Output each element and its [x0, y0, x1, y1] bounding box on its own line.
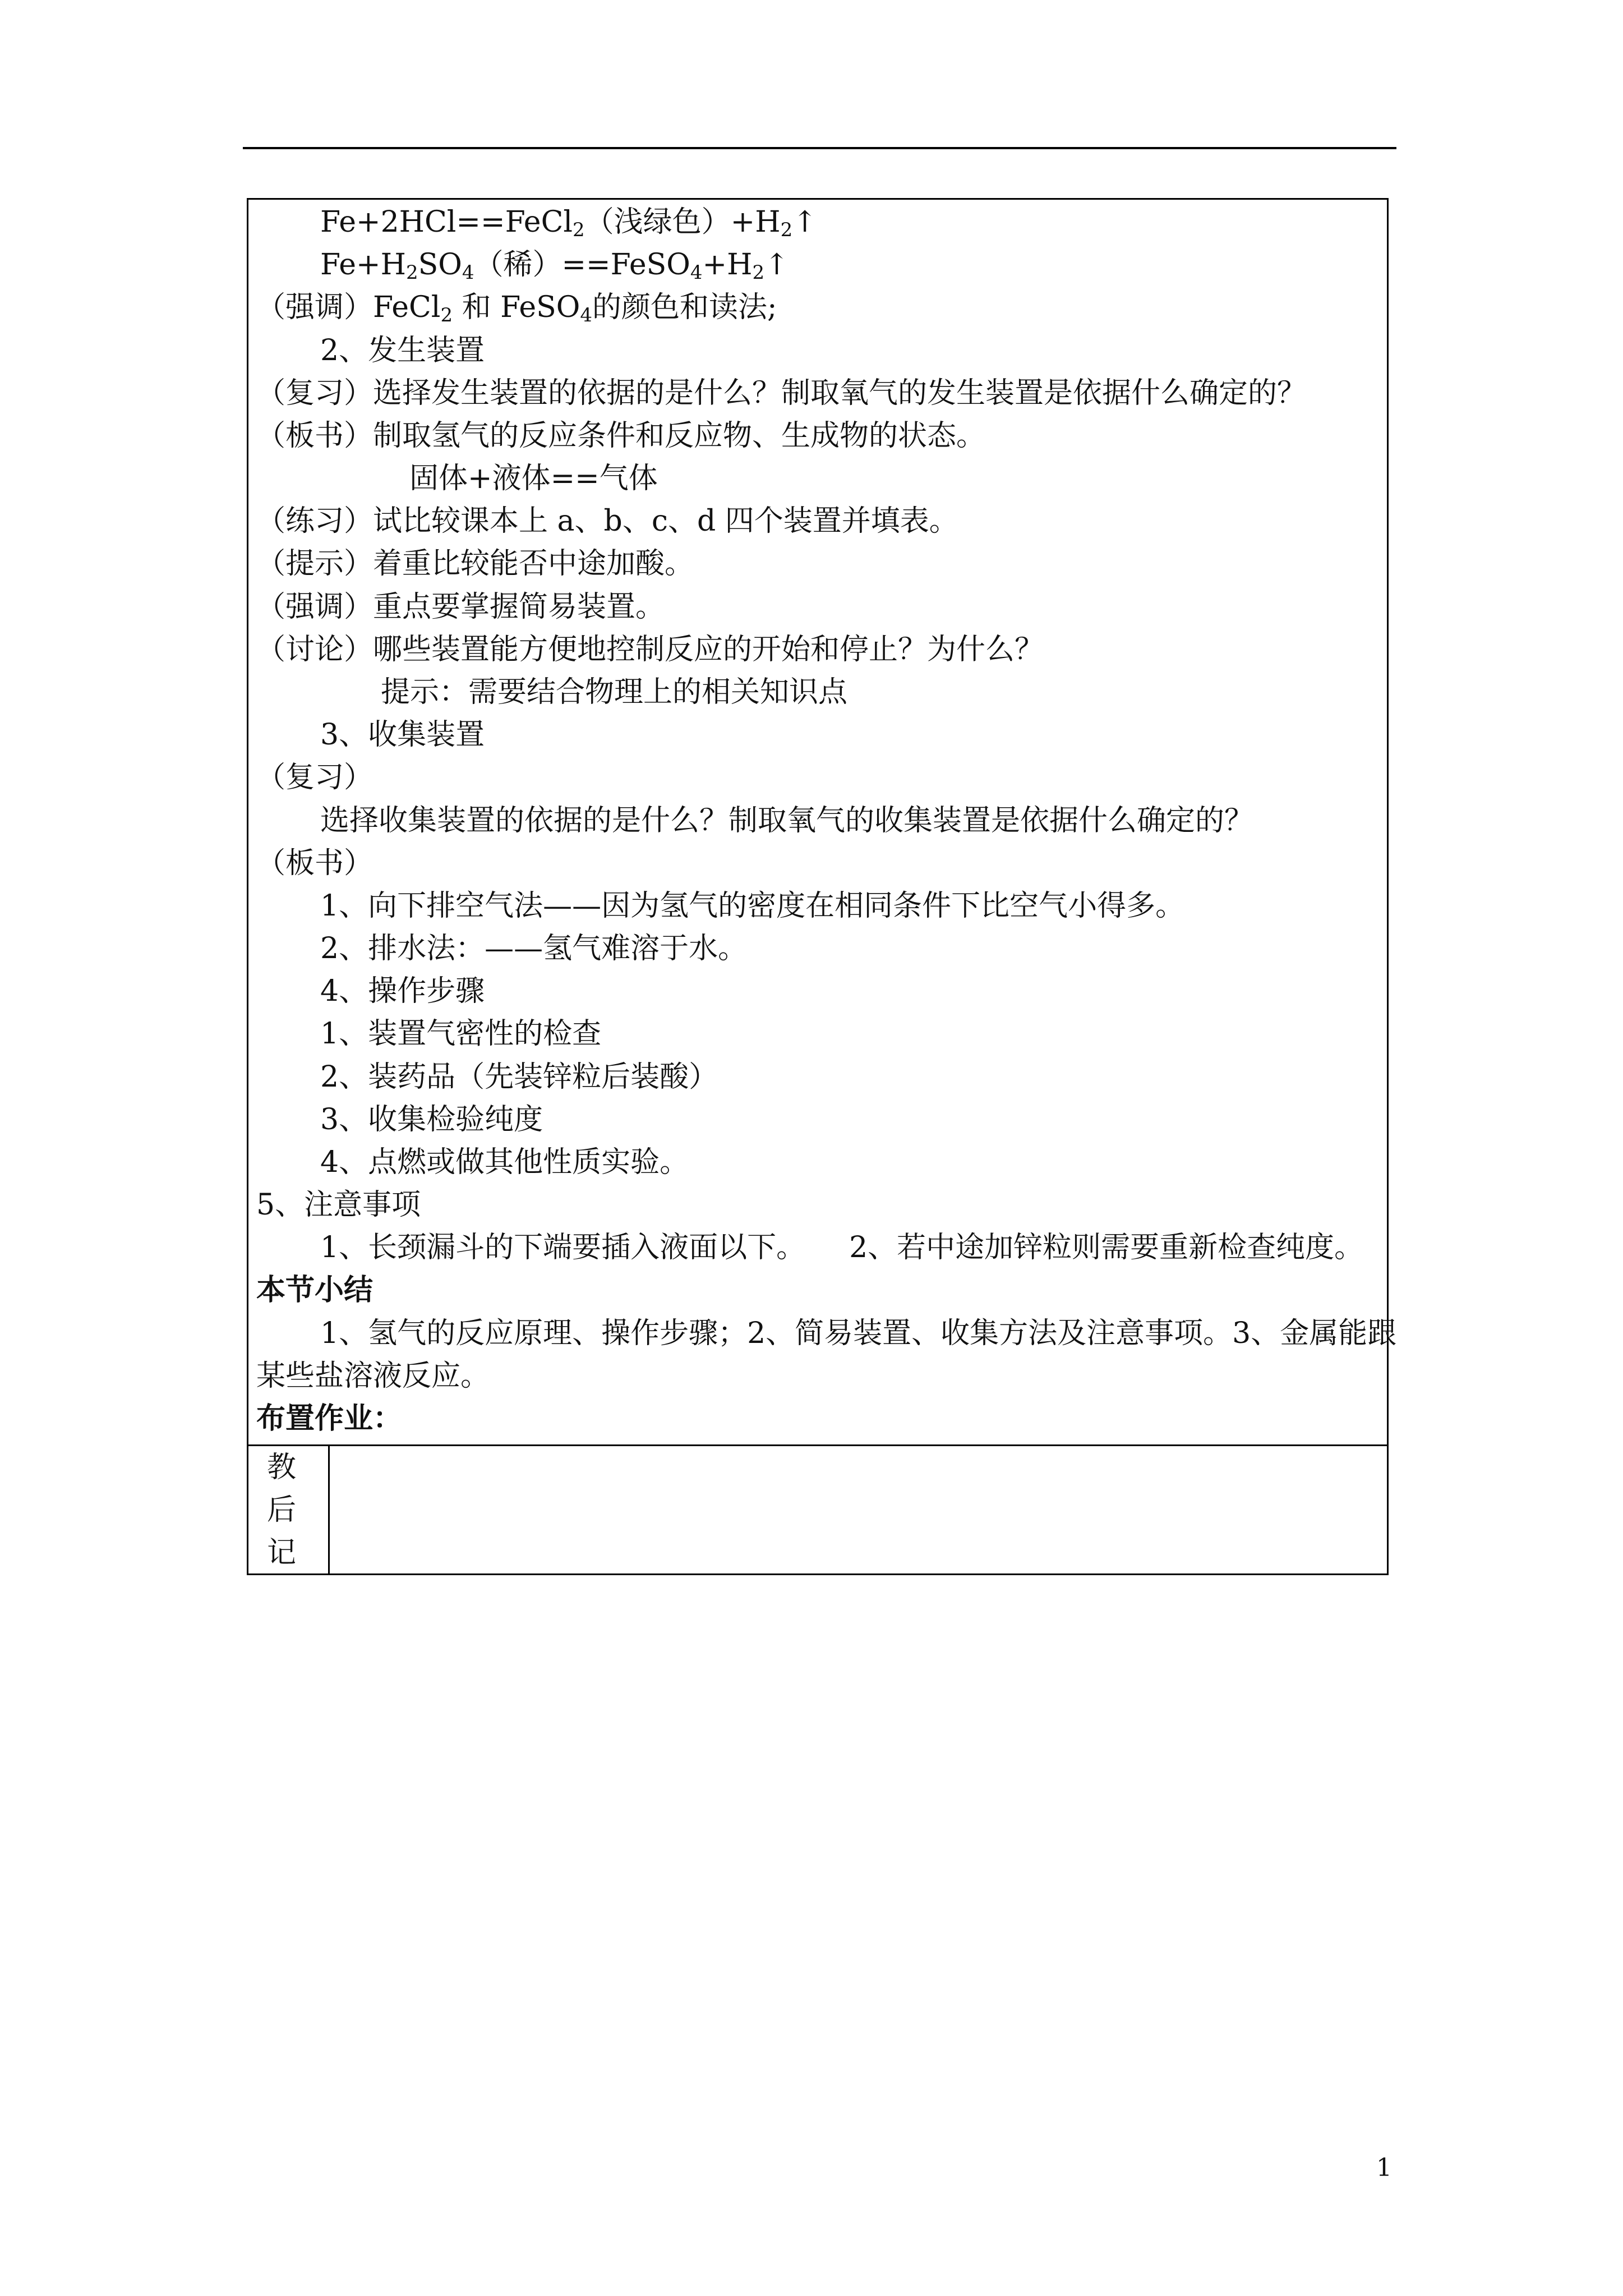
page-number: 1: [1376, 2154, 1392, 2182]
heading-generation-device: 2、发生装置: [320, 334, 485, 367]
step-ignite-experiment: 4、点燃或做其他性质实验。: [320, 1145, 689, 1179]
emphasis-simple-device: （强调）重点要掌握简易装置。: [256, 590, 665, 624]
notes-label-char-1: 教: [267, 1451, 297, 1484]
review-generation-device: （复习）选择发生装置的依据的是什么？制取氧气的发生装置是依据什么确定的？: [256, 376, 1307, 410]
post-lesson-notes-label: [248, 1446, 330, 1575]
notes-label-char-2: 后: [267, 1493, 297, 1527]
board-reaction-conditions: （板书）制取氢气的反应条件和反应物、生成物的状态。: [256, 419, 986, 453]
board-label: （板书）: [256, 846, 374, 880]
emphasis-color-reading: （强调）FeCl$_2$ 和 FeSO$_4$的颜色和读法;: [256, 291, 777, 326]
hint-add-acid: （提示）着重比较能否中途加酸。: [256, 547, 694, 581]
downward-air-displacement: 1、向下排空气法——因为氢气的密度在相同条件下比空气小得多。: [320, 889, 1185, 923]
section-summary-heading: 本节小结: [256, 1273, 374, 1307]
heading-precautions: 5、注意事项: [256, 1188, 421, 1222]
heading-operation-steps: 4、操作步骤: [320, 974, 485, 1008]
homework-heading: 布置作业：: [256, 1402, 403, 1435]
summary-line-1: 1、氢气的反应原理、操作步骤；2、简易装置、收集方法及注意事项。3、金属能跟: [320, 1317, 1397, 1350]
notes-label-char-3: 记: [267, 1536, 297, 1570]
lesson-table: [247, 198, 1397, 1575]
header-rule: [243, 147, 1396, 149]
hint-physics-knowledge: 提示：需要结合物理上的相关知识点: [381, 675, 848, 709]
solid-liquid-gas-formula: 固体+液体==气体: [409, 462, 658, 495]
equation-fe-hcl: Fe+2HCl==FeCl$_2$（浅绿色）$+H_2↑$: [320, 205, 817, 241]
step-collect-test-purity: 3、收集检验纯度: [320, 1103, 543, 1137]
exercise-compare-devices: （练习）试比较课本上 a、b、c、d 四个装置并填表。: [256, 504, 958, 538]
precautions-items: 1、长颈漏斗的下端要插入液面以下。 2、若中途加锌粒则需要重新检查纯度。: [320, 1231, 1364, 1264]
water-displacement: 2、排水法：——氢气难溶于水。: [320, 932, 748, 965]
step-airtightness-check: 1、装置气密性的检查: [320, 1017, 602, 1051]
step-add-reagents: 2、装药品（先装锌粒后装酸）: [320, 1060, 718, 1094]
post-lesson-notes-area: [330, 1446, 1387, 1575]
review-collection-device: 选择收集装置的依据的是什么？制取氧气的收集装置是依据什么确定的？: [320, 804, 1254, 838]
lesson-content-cell: [248, 200, 1397, 1446]
equation-fe-h2so4: $Fe+H_2SO_4$（稀）$==FeSO_4+H_2↑$: [320, 248, 789, 284]
discussion-control-reaction: （讨论）哪些装置能方便地控制反应的开始和停止？为什么？: [256, 633, 1044, 666]
heading-collection-device: 3、收集装置: [320, 718, 485, 752]
summary-line-2: 某些盐溶液反应。: [256, 1359, 490, 1393]
review-label: （复习）: [256, 761, 374, 794]
